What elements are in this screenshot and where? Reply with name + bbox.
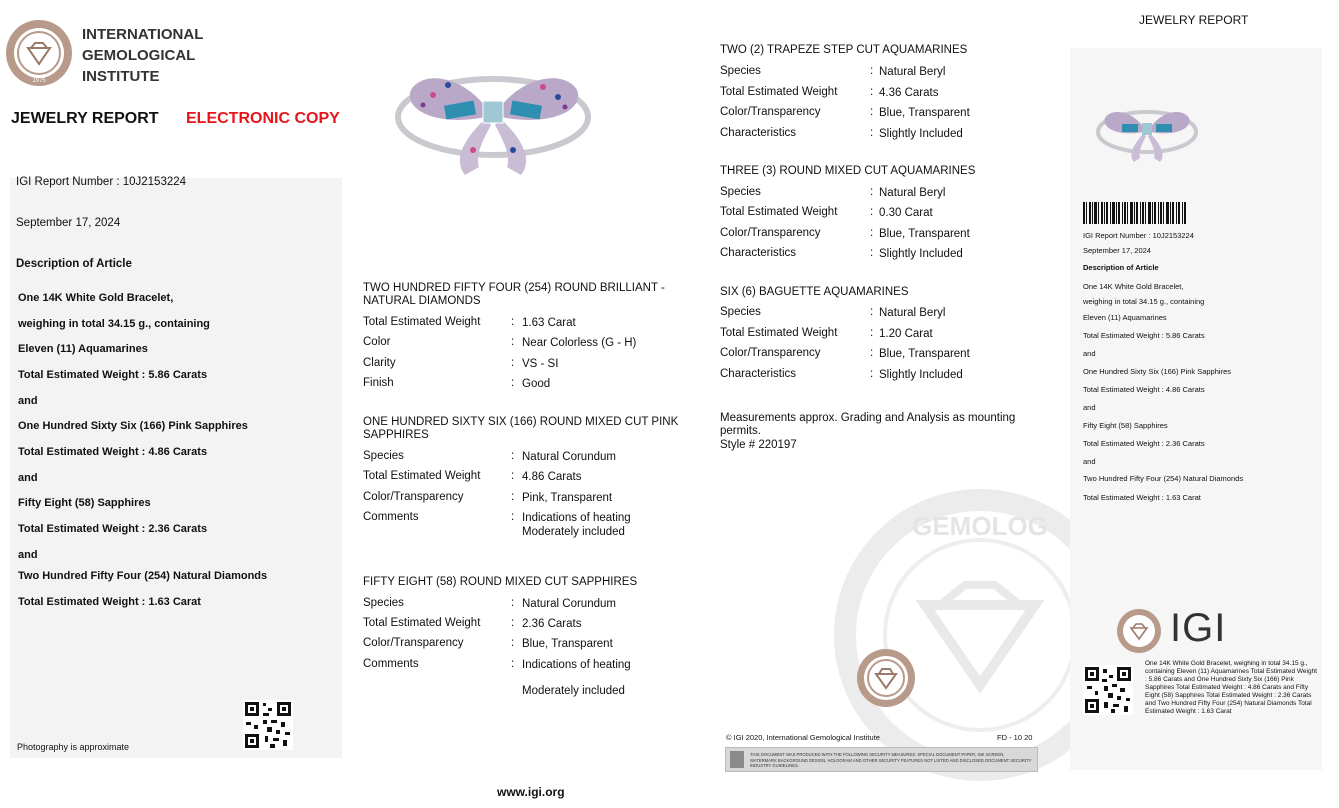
- description-line: and: [18, 395, 38, 407]
- row-value: Blue, Transparent: [522, 638, 613, 650]
- description-line: Total Estimated Weight : 5.86 Carats: [18, 369, 208, 381]
- stub-line: One 14K White Gold Bracelet,: [1083, 282, 1184, 291]
- row-value: Natural Corundum: [522, 451, 616, 463]
- description-line: Two Hundred Fifty Four (254) Natural Diamonds: [18, 570, 268, 582]
- description-heading: Description of Article: [16, 258, 132, 270]
- row-value: Indications of heating: [522, 659, 631, 671]
- stub-line: One Hundred Sixty Six (166) Pink Sapphires: [1083, 367, 1231, 376]
- stub-line: and: [1083, 349, 1096, 358]
- style-number: Style # 220197: [720, 439, 797, 451]
- stub-date: September 17, 2024: [1083, 246, 1151, 255]
- row-key: Characteristics: [720, 368, 797, 380]
- row-key: Finish: [363, 377, 394, 389]
- form-code: FD - 10 20: [997, 733, 1033, 742]
- description-line: Total Estimated Weight : 1.63 Carat: [18, 596, 201, 608]
- description-line: One 14K White Gold Bracelet,: [18, 292, 174, 304]
- row-value: Natural Beryl: [879, 187, 946, 199]
- stub-qr-code-icon: [1083, 665, 1133, 715]
- description-line: weighing in total 34.15 g., containing: [18, 318, 210, 330]
- stub-line: Fifty Eight (58) Sapphires: [1083, 421, 1168, 430]
- row-value: Good: [522, 378, 551, 390]
- row-value: Blue, Transparent: [879, 228, 970, 240]
- diamonds-section-title: TWO HUNDRED FIFTY FOUR (254) ROUND BRILLIANT - NATURAL DIAMONDS: [363, 282, 665, 307]
- copyright: © IGI 2020, International Gemological Institute: [726, 733, 880, 742]
- row-value: Slightly Included: [879, 128, 963, 140]
- report-date: September 17, 2024: [16, 217, 121, 229]
- row-key: Total Estimated Weight: [363, 470, 481, 482]
- row-key: Clarity: [363, 357, 396, 369]
- stub-line: Total Estimated Weight : 5.86 Carats: [1083, 331, 1205, 340]
- row-value: Natural Beryl: [879, 66, 946, 78]
- stub-igi-logo-text: IGI: [1170, 606, 1227, 650]
- stub-line: Total Estimated Weight : 2.36 Carats: [1083, 439, 1205, 448]
- row-key: Characteristics: [720, 127, 797, 139]
- row-value: Slightly Included: [879, 369, 963, 381]
- row-key: Total Estimated Weight: [363, 617, 481, 629]
- row-value: Near Colorless (G - H): [522, 337, 637, 349]
- row-value: VS - SI: [522, 358, 559, 370]
- lock-icon: [730, 751, 744, 768]
- stub-line: weighing in total 34.15 g., containing: [1083, 297, 1205, 306]
- sapphires-extra-note: Moderately included: [522, 685, 625, 697]
- org-name: [82, 24, 203, 87]
- org-name-line: INTERNATIONAL: [82, 26, 204, 43]
- trapeze-section-title: TWO (2) TRAPEZE STEP CUT AQUAMARINES: [720, 44, 968, 56]
- barcode-icon: [1083, 202, 1187, 224]
- stub-line: Two Hundred Fifty Four (254) Natural Diamonds: [1083, 474, 1244, 483]
- stub-line: and: [1083, 457, 1096, 466]
- measurements-note: Measurements approx. Grading and Analysis as mounting permits.: [720, 412, 1016, 437]
- row-value: Slightly Included: [879, 248, 963, 260]
- report-title: JEWELRY REPORT: [11, 110, 159, 127]
- row-key: Total Estimated Weight: [720, 206, 838, 218]
- stub-igi-seal-icon: [1116, 608, 1162, 654]
- row-key: Color/Transparency: [720, 106, 821, 118]
- photo-note: Photography is approximate: [17, 742, 130, 752]
- stub-line: Total Estimated Weight : 1.63 Carat: [1083, 493, 1201, 502]
- row-key: Species: [363, 597, 404, 609]
- row-key: Species: [720, 186, 761, 198]
- row-value: 1.20 Carat: [879, 328, 933, 340]
- svg-text:1975: 1975: [32, 78, 46, 84]
- small-seal-icon: [855, 647, 917, 709]
- row-key: Color: [363, 336, 391, 348]
- description-line: Fifty Eight (58) Sapphires: [18, 497, 151, 509]
- row-key: Species: [720, 65, 761, 77]
- bracelet-photo: [393, 55, 595, 180]
- stub-line: and: [1083, 403, 1096, 412]
- stub-line: Total Estimated Weight : 4.86 Carats: [1083, 385, 1205, 394]
- stub-description-heading: Description of Article: [1083, 263, 1159, 272]
- org-name-line: GEMOLOGICAL: [82, 47, 196, 64]
- sapphires-section-title: FIFTY EIGHT (58) ROUND MIXED CUT SAPPHIRES: [363, 576, 638, 588]
- description-line: Total Estimated Weight : 2.36 Carats: [18, 523, 208, 535]
- row-value: 0.30 Carat: [879, 207, 933, 219]
- row-key: Color/Transparency: [363, 491, 464, 503]
- org-name-line: INSTITUTE: [82, 68, 160, 85]
- row-value: 2.36 Carats: [522, 618, 582, 630]
- report-number: IGI Report Number : 10J2153224: [16, 176, 187, 188]
- row-value: Blue, Transparent: [879, 107, 970, 119]
- electronic-copy-label: ELECTRONIC COPY: [186, 110, 340, 127]
- row-key: Species: [363, 450, 404, 462]
- description-line: Total Estimated Weight : 4.86 Carats: [18, 446, 208, 458]
- stub-summary: One 14K White Gold Bracelet, weighing in total 34.15 g., containing Eleven (11) Aquamarines Total Estimated Weight : 5.86 Carats and One Hundred Sixty Six (166) Pink Sapphires Total Estimated Weight : 4.86 Carats and Fifty Eight (58) Sapphires Total Estimated Weight : 2.36 Carats and Two Hundred Fifty Four (254) Natural Diamonds Total Estimated Weight : 1.63 Carat: [1145, 660, 1317, 715]
- row-value: 4.36 Carats: [879, 87, 939, 99]
- security-strip: [725, 747, 1038, 772]
- row-value: Blue, Transparent: [879, 348, 970, 360]
- row-value: Natural Corundum: [522, 598, 616, 610]
- row-value: Moderately included: [522, 526, 625, 538]
- security-note: THIS DOCUMENT WAS PRODUCED WITH THE FOLLOWING SECURITY MEASURES: SPECIAL DOCUMENT PAPER, INK SCREEN, WATERMARK BACKGROUND DESIGN, HOLOGRAM AND OTHER SECURITY FEATURES NOT LISTED AND DISCLOSED DOCUMENT SECURITY INDUSTRY GUIDELINES.: [750, 752, 1032, 768]
- row-value: 4.86 Carats: [522, 471, 582, 483]
- row-key: Total Estimated Weight: [363, 316, 481, 328]
- svg-text:GEMOLOG: GEMOLOG: [912, 511, 1048, 541]
- description-line: One Hundred Sixty Six (166) Pink Sapphires: [18, 420, 248, 432]
- row-key: Comments: [363, 511, 419, 523]
- description-line: and: [18, 472, 38, 484]
- row-key: Color/Transparency: [363, 637, 464, 649]
- row-value: Indications of heating: [522, 512, 631, 524]
- stub-bracelet-photo: [1095, 100, 1199, 170]
- pink-sapphires-section-title: ONE HUNDRED SIXTY SIX (166) ROUND MIXED CUT PINK SAPPHIRES: [363, 416, 679, 441]
- row-value: Natural Beryl: [879, 307, 946, 319]
- stub-line: Eleven (11) Aquamarines: [1083, 313, 1167, 322]
- row-key: Comments: [363, 658, 419, 670]
- row-key: Characteristics: [720, 247, 797, 259]
- description-line: and: [18, 549, 38, 561]
- stub-report-number: IGI Report Number : 10J2153224: [1083, 231, 1194, 240]
- website-link[interactable]: www.igi.org: [497, 785, 565, 799]
- row-value: 1.63 Carat: [522, 317, 576, 329]
- round-aquamarine-section-title: THREE (3) ROUND MIXED CUT AQUAMARINES: [720, 165, 976, 177]
- stub-report-title: JEWELRY REPORT: [1139, 13, 1249, 27]
- row-key: Color/Transparency: [720, 347, 821, 359]
- row-key: Species: [720, 306, 761, 318]
- baguette-section-title: SIX (6) BAGUETTE AQUAMARINES: [720, 286, 909, 298]
- row-key: Color/Transparency: [720, 227, 821, 239]
- igi-seal-icon: [4, 18, 74, 88]
- qr-code-icon: [243, 700, 293, 750]
- row-key: Total Estimated Weight: [720, 327, 838, 339]
- description-line: Eleven (11) Aquamarines: [18, 343, 148, 355]
- row-value: Pink, Transparent: [522, 492, 613, 504]
- row-key: Total Estimated Weight: [720, 86, 838, 98]
